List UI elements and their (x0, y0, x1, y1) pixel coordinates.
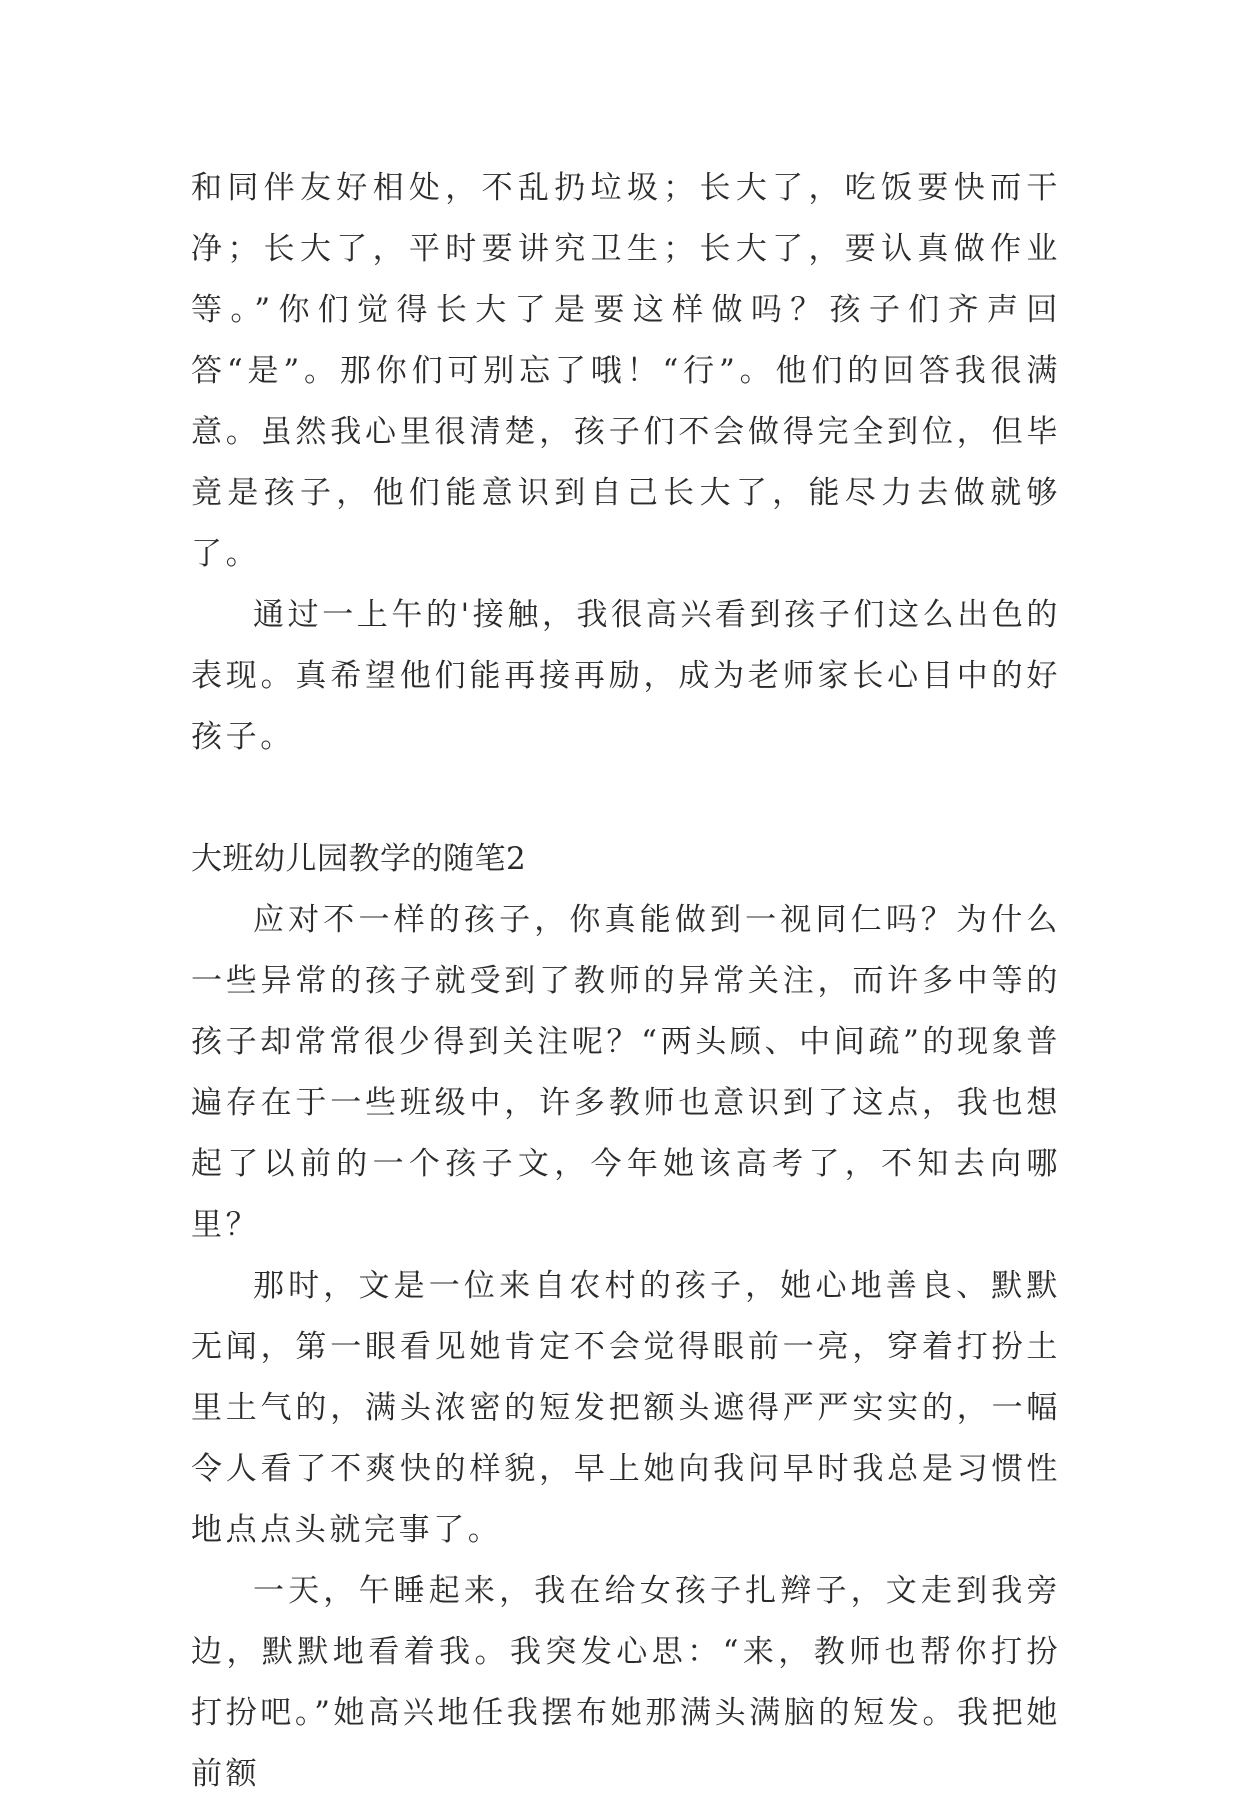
document-body (191, 158, 1061, 1805)
section-title: 大班幼儿园教学的随笔2 (191, 841, 527, 877)
paragraph-story: 那时，文是一位来自农村的孩子，她心地善良、默默无闻，第一眼看见她肯定不会觉得眼前一亮，穿着打扮土里土气的，满头浓密的短发把额头遮得严严实实的，一幅令人看了不爽快的样貌，早上她向我问早时我总是习惯性地点点头就完事了。 (191, 1268, 1061, 1548)
paragraph-continued: 和同伴友好相处，不乱扔垃圾；长大了，吃饭要快而干净；长大了，平时要讲究卫生；长大了，要认真做作业等。”你们觉得长大了是要这样做吗？孩子们齐声回答“是”。那你们可别忘了哦！“行”。他们的回答我很满意。虽然我心里很清楚，孩子们不会做得完全到位，但毕竟是孩子，他们能意识到自己长大了，能尽力去做就够了。 (191, 170, 1061, 572)
paragraph-event: 一天，午睡起来，我在给女孩子扎辫子，文走到我旁边，默默地看着我。我突发心思：“来，教师也帮你打扮打扮吧。”她高兴地任我摆布她那满头满脑的短发。我把她前额 (191, 1573, 1061, 1792)
section-spacer (191, 768, 1061, 829)
paragraph-intro: 应对不一样的孩子，你真能做到一视同仁吗？为什么一些异常的孩子就受到了教师的异常关注，而许多中等的孩子却常常很少得到关注呢？“两头顾、中间疏”的现象普遍存在于一些班级中，许多教师也意识到了这点，我也想起了以前的一个孩子文，今年她该高考了，不知去向哪里？ (191, 902, 1061, 1243)
paragraph-conclusion: 通过一上午的'接触，我很高兴看到孩子们这么出色的表现。真希望他们能再接再励，成为老师家长心目中的好孩子。 (191, 597, 1061, 755)
